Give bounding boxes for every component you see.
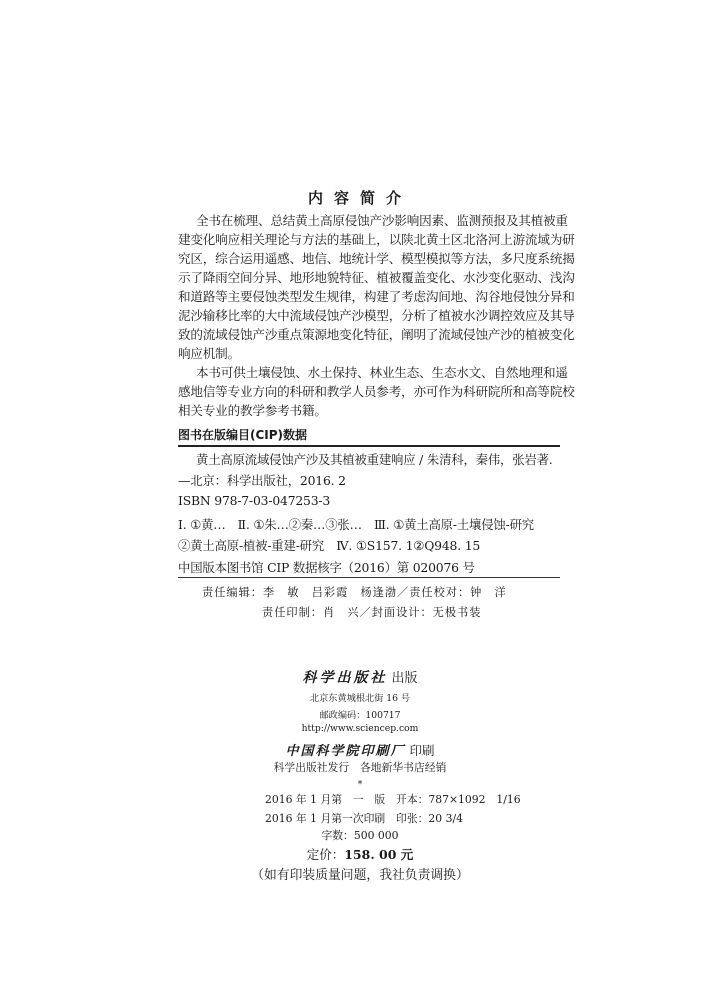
- publisher-address: 北京东黄城根北街 16 号: [309, 693, 411, 704]
- publisher-logo: 科学出版社: [302, 670, 388, 686]
- cip-isbn: ISBN 978-7-03-047253-3: [178, 493, 331, 508]
- publisher-postcode: 邮政编码：100717: [319, 710, 401, 721]
- summary-title: 内容简介: [307, 189, 412, 207]
- cip-class-line: ②黄土高原-植被-重建-研究 Ⅳ. ①S157. 1②Q948. 15: [178, 538, 481, 553]
- cip-class-line: Ⅰ. ①黄… Ⅱ. ①朱…②秦…③张… Ⅲ. ①黄土高原-土壤侵蚀-研究: [178, 517, 534, 532]
- cip-title-line: 黄土高原流域侵蚀产沙及其植被重建响应 / 朱清科，秦伟，张岩著.: [196, 452, 553, 467]
- summary-line: 响应机制。: [178, 346, 240, 361]
- edition-line: 2016 年 1 月第 一 版 开本：787×1092 1/16: [265, 793, 521, 806]
- publisher-suffix: 出版: [391, 671, 418, 686]
- summary-line: 全书在梳理、总结黄土高原侵蚀产沙影响因素、监测预报及其植被重: [196, 213, 568, 228]
- distribution-line: 科学出版社发行 各地新华书店经销: [273, 761, 447, 774]
- summary-line: 感地信等专业方向的科研和教学人员参考，亦可作为科研院所和高等院校: [178, 384, 575, 399]
- cip-publisher-line: —北京：科学出版社，2016. 2: [178, 473, 346, 488]
- printer-line: [0, 740, 720, 759]
- cip-top-rule: [178, 445, 560, 447]
- publisher-line: [0, 667, 720, 687]
- staff-production: 责任印制：肖 兴／封面设计：无极书装: [262, 606, 482, 619]
- printer-logo: 中国科学院印刷厂: [285, 744, 406, 759]
- price-line: [0, 845, 720, 863]
- printer-suffix: 印刷: [409, 743, 435, 758]
- summary-line: 相关专业的教学参考书籍。: [178, 403, 327, 418]
- summary-line: 和道路等主要侵蚀类型发生规律，构建了考虑沟间地、沟谷地侵蚀分异和: [178, 289, 575, 304]
- price-label: 定价：: [306, 847, 345, 862]
- printing-line: 2016 年 1 月第一次印刷 印张：20 3/4: [265, 812, 463, 825]
- cip-heading: 图书在版编目(CIP)数据: [178, 428, 308, 442]
- summary-line: 建变化响应相关理论与方法的基础上，以陕北黄土区北洛河上游流域为研: [178, 232, 575, 247]
- summary-line: 泥沙输移比率的大中流域侵蚀产沙模型，分析了植被水沙调控效应及其导: [178, 308, 575, 323]
- cip-bottom-rule: [178, 577, 560, 578]
- summary-line: 致的流域侵蚀产沙重点策源地变化特征，阐明了流域侵蚀产沙的植被变化: [178, 327, 575, 342]
- summary-line: 本书可供土壤侵蚀、水土保持、林业生态、生态水文、自然地理和遥: [196, 365, 568, 380]
- publisher-website: http://www.sciencep.com: [301, 723, 419, 734]
- price-value: 158. 00 元: [344, 847, 414, 862]
- separator-star: *: [357, 779, 363, 790]
- summary-line: 究区，综合运用遥感、地信、地统计学、模型模拟等方法，多尺度系统揭: [178, 251, 575, 266]
- cip-number: 中国版本图书馆 CIP 数据核字（2016）第 020076 号: [178, 560, 475, 575]
- summary-line: 示了降雨空间分异、地形地貌特征、植被覆盖变化、水沙变化驱动、浅沟: [178, 270, 575, 285]
- quality-note: （如有印装质量问题，我社负责调换）: [251, 868, 469, 883]
- staff-editors: 责任编辑：李 敏 吕彩霞 杨逢渤／责任校对：钟 洋: [202, 586, 507, 599]
- wordcount-line: 字数：500 000: [321, 829, 399, 842]
